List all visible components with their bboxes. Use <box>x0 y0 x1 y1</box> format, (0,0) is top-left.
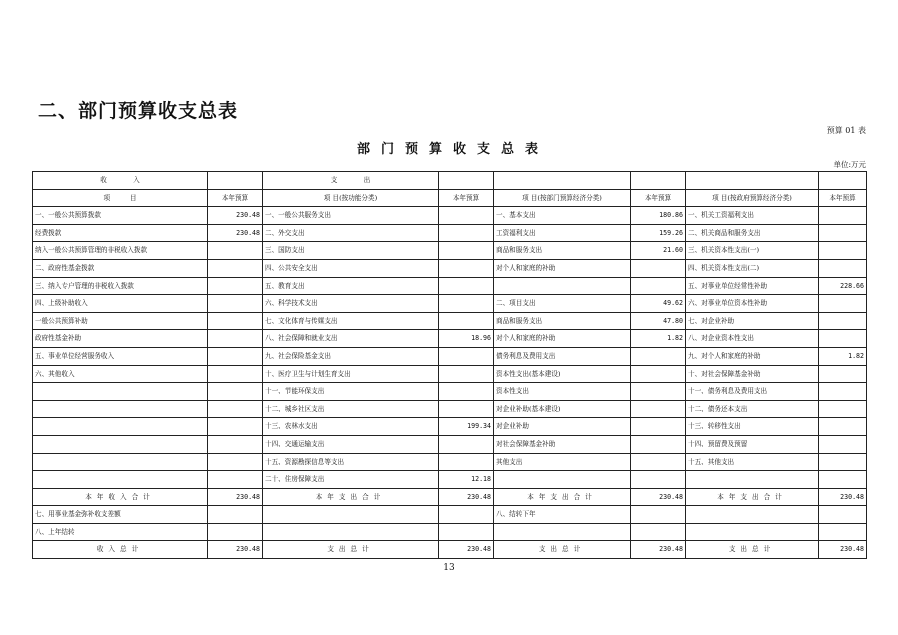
func-budget <box>439 242 494 260</box>
table-row <box>33 224 867 242</box>
income-item-header: 项 目 <box>33 189 208 207</box>
income-budget <box>208 418 263 436</box>
gov-budget <box>819 365 867 383</box>
func-item: 五、教育支出 <box>263 277 439 295</box>
income-budget <box>208 242 263 260</box>
dept-budget <box>631 435 686 453</box>
func-item: 十二、城乡社区支出 <box>263 400 439 418</box>
dept-budget: 1.82 <box>631 330 686 348</box>
func-item-header: 项 目(按功能分类) <box>263 189 439 207</box>
unit-label: 单位:万元 <box>833 160 866 169</box>
gov-item: 七、对企业补助 <box>686 312 819 330</box>
annual-total-row <box>33 488 867 506</box>
table-row <box>33 471 867 489</box>
income-budget <box>208 365 263 383</box>
gov-item: 十一、债务利息及费用支出 <box>686 383 819 401</box>
func-item: 十三、农林水支出 <box>263 418 439 436</box>
annual-gov-total-label: 本年支出合计 <box>686 488 819 506</box>
gov-budget: 228.66 <box>819 277 867 295</box>
income-item: 四、上级补助收入 <box>33 295 208 313</box>
gov-budget <box>819 418 867 436</box>
form-number: 预算 01 表 <box>826 126 866 135</box>
dept-item: 对社会保障基金补助 <box>494 435 631 453</box>
dept-budget: 21.60 <box>631 242 686 260</box>
extra-row <box>33 523 867 541</box>
income-item: 五、事业单位经营服务收入 <box>33 347 208 365</box>
dept-budget-header: 本年预算 <box>631 189 686 207</box>
func-budget <box>439 453 494 471</box>
grand-gov-total-label: 支出总计 <box>686 541 819 559</box>
income-item <box>33 471 208 489</box>
gov-item: 十五、其他支出 <box>686 453 819 471</box>
income-budget: 230.48 <box>208 224 263 242</box>
dept-budget: 180.86 <box>631 207 686 225</box>
income-item: 经费拨款 <box>33 224 208 242</box>
dept-budget <box>631 471 686 489</box>
func-budget <box>439 259 494 277</box>
func-budget <box>439 383 494 401</box>
func-item: 十一、节能环保支出 <box>263 383 439 401</box>
annual-func-total-label: 本年支出合计 <box>263 488 439 506</box>
table-row <box>33 259 867 277</box>
gov-budget <box>819 330 867 348</box>
income-item <box>33 453 208 471</box>
page-number: 13 <box>443 563 455 573</box>
func-budget-header: 本年预算 <box>439 189 494 207</box>
income-budget <box>208 330 263 348</box>
dept-item: 其他支出 <box>494 453 631 471</box>
table-row <box>33 365 867 383</box>
dept-item: 对企业补助(基本建设) <box>494 400 631 418</box>
gov-item: 九、对个人和家庭的补助 <box>686 347 819 365</box>
grand-income-total-value: 230.48 <box>208 541 263 559</box>
table-row <box>33 418 867 436</box>
func-budget <box>439 295 494 313</box>
table-row <box>33 453 867 471</box>
extra-dept-item <box>494 523 631 541</box>
func-item: 十四、交通运输支出 <box>263 435 439 453</box>
income-budget <box>208 312 263 330</box>
dept-item: 商品和服务支出 <box>494 242 631 260</box>
dept-budget: 159.26 <box>631 224 686 242</box>
extra-income-item: 七、用事业基金弥补收支差额 <box>33 506 208 524</box>
dept-budget <box>631 365 686 383</box>
func-item: 十五、资源勘探信息等支出 <box>263 453 439 471</box>
gov-budget <box>819 224 867 242</box>
gov-budget <box>819 453 867 471</box>
func-item: 三、国防支出 <box>263 242 439 260</box>
gov-budget <box>819 471 867 489</box>
section-heading: 二、部门预算收支总表 <box>38 100 239 122</box>
gov-budget <box>819 383 867 401</box>
income-header: 收 入 <box>33 172 208 190</box>
income-item: 二、政府性基金拨款 <box>33 259 208 277</box>
func-budget <box>439 224 494 242</box>
grand-total-row <box>33 541 867 559</box>
table-row <box>33 277 867 295</box>
dept-budget <box>631 383 686 401</box>
income-budget <box>208 295 263 313</box>
income-item <box>33 418 208 436</box>
gov-item: 四、机关资本性支出(二) <box>686 259 819 277</box>
income-budget <box>208 259 263 277</box>
table-row <box>33 383 867 401</box>
dept-budget: 49.62 <box>631 295 686 313</box>
dept-budget <box>631 277 686 295</box>
dept-item <box>494 471 631 489</box>
income-budget <box>208 277 263 295</box>
gov-budget <box>819 295 867 313</box>
table-row <box>33 347 867 365</box>
func-budget: 18.96 <box>439 330 494 348</box>
annual-dept-total-value: 230.48 <box>631 488 686 506</box>
header-row-2 <box>33 189 867 207</box>
income-budget <box>208 383 263 401</box>
extra-row <box>33 506 867 524</box>
func-budget: 199.34 <box>439 418 494 436</box>
gov-item: 五、对事业单位经常性补助 <box>686 277 819 295</box>
func-budget <box>439 277 494 295</box>
gov-item: 三、机关资本性支出(一) <box>686 242 819 260</box>
func-budget <box>439 400 494 418</box>
header-row-1 <box>33 172 867 190</box>
func-budget <box>439 207 494 225</box>
func-item: 一、一般公共服务支出 <box>263 207 439 225</box>
func-item: 六、科学技术支出 <box>263 295 439 313</box>
gov-budget <box>819 400 867 418</box>
func-budget <box>439 365 494 383</box>
dept-budget <box>631 259 686 277</box>
func-item: 十、医疗卫生与计划生育支出 <box>263 365 439 383</box>
annual-dept-total-label: 本年支出合计 <box>494 488 631 506</box>
func-item: 二十、住房保障支出 <box>263 471 439 489</box>
dept-item-header: 项 目(按部门预算经济分类) <box>494 189 631 207</box>
dept-item: 工资福利支出 <box>494 224 631 242</box>
income-item <box>33 435 208 453</box>
dept-item: 一、基本支出 <box>494 207 631 225</box>
dept-budget <box>631 347 686 365</box>
gov-item: 一、机关工资福利支出 <box>686 207 819 225</box>
income-item <box>33 383 208 401</box>
gov-item <box>686 471 819 489</box>
table-row <box>33 312 867 330</box>
income-budget <box>208 435 263 453</box>
dept-budget <box>631 400 686 418</box>
func-item: 八、社会保障和就业支出 <box>263 330 439 348</box>
gov-budget <box>819 207 867 225</box>
grand-func-total-label: 支出总计 <box>263 541 439 559</box>
gov-budget <box>819 312 867 330</box>
grand-gov-total-value: 230.48 <box>819 541 867 559</box>
table-row <box>33 295 867 313</box>
func-budget <box>439 312 494 330</box>
income-budget <box>208 453 263 471</box>
income-item <box>33 400 208 418</box>
gov-item: 十二、债务还本支出 <box>686 400 819 418</box>
grand-income-total-label: 收入总计 <box>33 541 208 559</box>
table-row <box>33 242 867 260</box>
grand-dept-total-label: 支出总计 <box>494 541 631 559</box>
income-item: 一、一般公共预算拨款 <box>33 207 208 225</box>
income-item: 三、纳入专户管理的非税收入拨款 <box>33 277 208 295</box>
table-row <box>33 400 867 418</box>
budget-summary-table <box>32 171 867 559</box>
dept-item: 对企业补助 <box>494 418 631 436</box>
dept-budget <box>631 453 686 471</box>
grand-func-total-value: 230.48 <box>439 541 494 559</box>
table-row <box>33 207 867 225</box>
grand-dept-total-value: 230.48 <box>631 541 686 559</box>
dept-item: 债务利息及费用支出 <box>494 347 631 365</box>
dept-item: 商品和服务支出 <box>494 312 631 330</box>
gov-item: 二、机关商品和服务支出 <box>686 224 819 242</box>
income-budget-header: 本年预算 <box>208 189 263 207</box>
income-budget <box>208 347 263 365</box>
annual-gov-total-value: 230.48 <box>819 488 867 506</box>
func-item: 七、文化体育与传媒支出 <box>263 312 439 330</box>
func-budget: 12.18 <box>439 471 494 489</box>
gov-item: 十、对社会保障基金补助 <box>686 365 819 383</box>
gov-budget <box>819 435 867 453</box>
income-item: 纳入一般公共预算管理的非税收入拨款 <box>33 242 208 260</box>
income-budget <box>208 471 263 489</box>
income-item: 一般公共预算补助 <box>33 312 208 330</box>
annual-income-total-label: 本年收入合计 <box>33 488 208 506</box>
gov-budget: 1.82 <box>819 347 867 365</box>
dept-item: 资本性支出(基本建设) <box>494 365 631 383</box>
func-budget <box>439 435 494 453</box>
table-row <box>33 435 867 453</box>
gov-budget <box>819 242 867 260</box>
gov-budget <box>819 259 867 277</box>
func-item: 九、社会保险基金支出 <box>263 347 439 365</box>
dept-item: 资本性支出 <box>494 383 631 401</box>
func-budget <box>439 347 494 365</box>
gov-item-header: 项 目(按政府预算经济分类) <box>686 189 819 207</box>
dept-item: 对个人和家庭的补助 <box>494 259 631 277</box>
expenditure-header: 支 出 <box>263 172 439 190</box>
dept-item: 对个人和家庭的补助 <box>494 330 631 348</box>
extra-income-item: 八、上年结转 <box>33 523 208 541</box>
income-item: 六、其他收入 <box>33 365 208 383</box>
income-item: 政府性基金补助 <box>33 330 208 348</box>
func-item: 二、外交支出 <box>263 224 439 242</box>
func-item: 四、公共安全支出 <box>263 259 439 277</box>
extra-dept-item: 八、结转下年 <box>494 506 631 524</box>
gov-item: 八、对企业资本性支出 <box>686 330 819 348</box>
table-row <box>33 330 867 348</box>
dept-item <box>494 277 631 295</box>
dept-budget <box>631 418 686 436</box>
dept-budget: 47.80 <box>631 312 686 330</box>
dept-item: 二、项目支出 <box>494 295 631 313</box>
income-budget <box>208 400 263 418</box>
gov-item: 六、对事业单位资本性补助 <box>686 295 819 313</box>
annual-func-total-value: 230.48 <box>439 488 494 506</box>
annual-income-total-value: 230.48 <box>208 488 263 506</box>
gov-item: 十三、转移性支出 <box>686 418 819 436</box>
income-budget: 230.48 <box>208 207 263 225</box>
gov-budget-header: 本年预算 <box>819 189 867 207</box>
gov-item: 十四、预留费及预留 <box>686 435 819 453</box>
table-title: 部门预算收支总表 <box>356 142 549 157</box>
